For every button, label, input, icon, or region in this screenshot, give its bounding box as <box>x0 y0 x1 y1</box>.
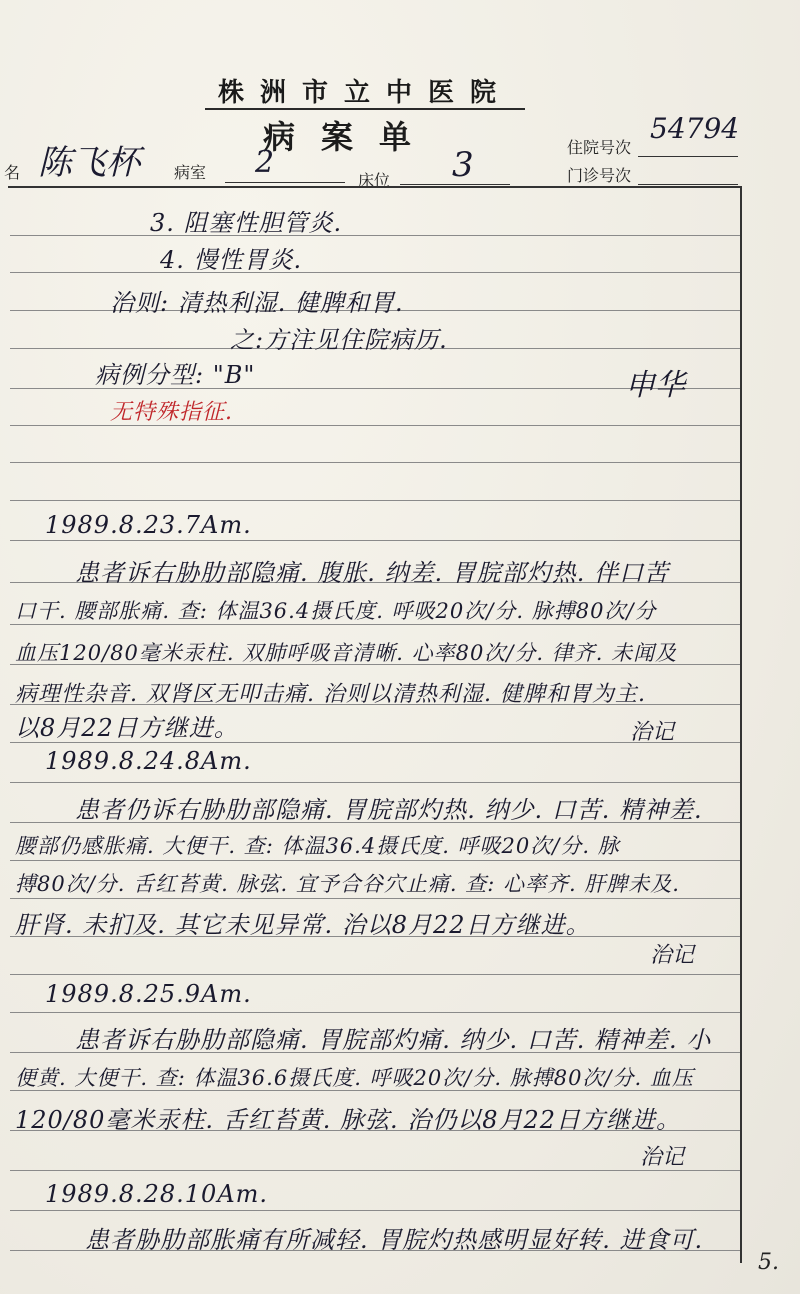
ward-value: 2 <box>255 145 275 180</box>
note-line-3: 治则: 清热利湿. 健脾和胃. <box>110 289 404 317</box>
bed-underline <box>400 184 510 185</box>
entry-2-date: 1989.8.24.8Am. <box>45 747 252 775</box>
form-title: 病案单 <box>262 118 437 156</box>
page-number: 5. <box>758 1250 779 1275</box>
entry-3-line-3: 120/80毫米汞柱. 舌红苔黄. 脉弦. 治仍以8月22日方继进。 <box>15 1106 682 1134</box>
entry-4-date: 1989.8.28.10Am. <box>45 1180 269 1208</box>
outpatient-no-label: 门诊号次 <box>567 166 632 185</box>
note-line-5: 病例分型: "B" <box>95 361 256 389</box>
red-note: 无特殊指征. <box>110 400 233 425</box>
note-line-1: 3. 阻塞性胆管炎. <box>150 209 343 237</box>
entry-1-signature: 治记 <box>630 720 675 745</box>
entry-4-line-1: 患者胁肋部胀痛有所减轻. 胃脘灼热感明显好转. 进食可. <box>85 1226 704 1254</box>
patient-name: 陈飞杯 <box>38 143 140 183</box>
rule-line <box>10 1012 740 1013</box>
rule-line <box>10 540 740 541</box>
bed-label: 床位 <box>358 171 391 190</box>
hospital-name: 株洲市立中医院 <box>205 72 525 110</box>
entry-2-line-1: 患者仍诉右胁肋部隐痛. 胃脘部灼热. 纳少. 口苦. 精神差. <box>75 796 703 824</box>
inpatient-no-label: 住院号次 <box>567 138 632 157</box>
note-line-2: 4. 慢性胃炎. <box>160 246 303 274</box>
rule-line <box>10 860 740 861</box>
rule-line <box>10 1170 740 1171</box>
entry-1-line-3: 血压120/80毫米汞柱. 双肺呼吸音清晰. 心率80次/分. 律齐. 未闻及 <box>15 641 678 665</box>
rule-line <box>10 782 740 783</box>
inpatient-no-value: 54794 <box>650 112 740 145</box>
ward-label: 病室 <box>174 163 207 182</box>
entry-1-line-4: 病理性杂音. 双肾区无叩击痛. 治则以清热利湿. 健脾和胃为主. <box>15 682 646 707</box>
rule-line <box>10 1210 740 1211</box>
entry-3-signature: 治记 <box>640 1145 685 1170</box>
outpatient-underline <box>638 184 738 185</box>
bed-value: 3 <box>452 145 474 185</box>
entry-3-line-1: 患者诉右胁肋部隐痛. 胃脘部灼痛. 纳少. 口苦. 精神差. 小 <box>75 1026 712 1054</box>
entry-2-line-2: 腰部仍感胀痛. 大便干. 查: 体温36.4摄氏度. 呼吸20次/分. 脉 <box>15 834 620 858</box>
entry-1-date: 1989.8.23.7Am. <box>45 511 252 539</box>
entry-1-line-5: 以8月22日方继进。 <box>15 714 239 742</box>
entry-3-line-2: 便黄. 大便干. 查: 体温36.6摄氏度. 呼吸20次/分. 脉搏80次/分. 血压 <box>15 1066 694 1090</box>
rule-line <box>10 462 740 463</box>
entry-2-line-3: 搏80次/分. 舌红苔黄. 脉弦. 宜予合谷穴止痛. 查: 心率齐. 肝脾未及. <box>15 872 680 896</box>
note-line-4: 之:方注见住院病历. <box>230 326 448 354</box>
entry-3-date: 1989.8.25.9Am. <box>45 980 252 1008</box>
rule-line <box>10 898 740 899</box>
entry-1-line-2: 口干. 腰部胀痛. 查: 体温36.4摄氏度. 呼吸20次/分. 脉搏80次/分 <box>15 599 657 623</box>
entry-1-line-1: 患者诉右胁肋部隐痛. 腹胀. 纳差. 胃脘部灼热. 伴口苦 <box>75 559 670 587</box>
ward-underline <box>225 182 345 183</box>
rule-line <box>10 500 740 501</box>
name-label: 名 <box>4 163 21 182</box>
inpatient-underline <box>638 156 738 157</box>
entry-2-line-4: 肝肾. 未扪及. 其它未见异常. 治以8月22日方继进。 <box>15 911 591 939</box>
rule-line <box>10 974 740 975</box>
entry-2-signature: 治记 <box>650 943 695 968</box>
top-signature: 申华 <box>625 368 685 403</box>
